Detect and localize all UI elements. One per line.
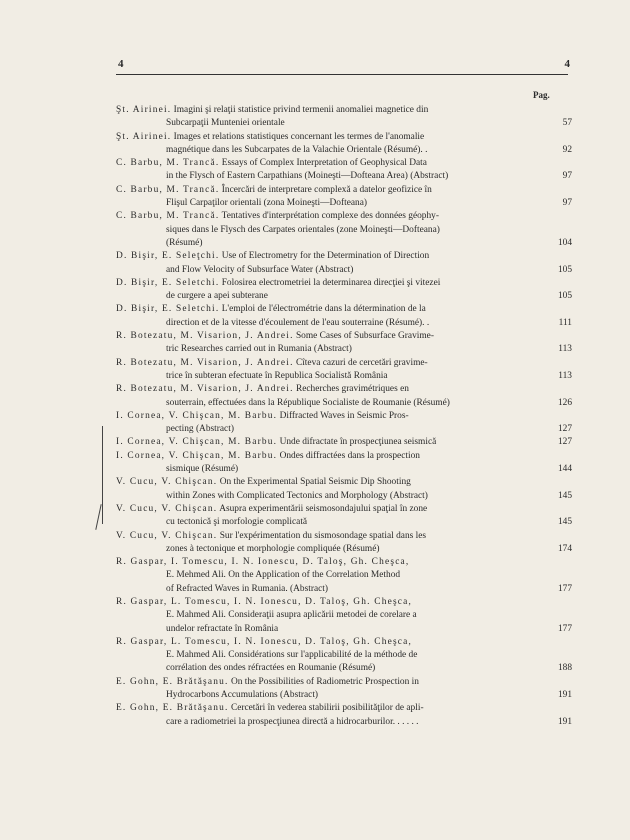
toc-entry-line [116,503,572,516]
toc-entry-line [116,157,572,170]
toc-page-number: 104 [557,237,572,248]
toc-page-number: 127 [557,437,572,448]
toc-entry-line [116,463,572,476]
toc-entry-line [116,662,572,675]
toc-page-number: 177 [557,583,572,594]
toc-entry-title: E. Mahmed Ali. Considérations sur l'applicabilité de la méthode de [166,650,418,661]
toc-entry-title: Some Cases of Subsurface Gravime- [295,331,434,342]
toc-entry-authors: I. Cornea, V. Chişcan, M. Barbu. [116,450,278,461]
toc-entry-title: Cercetări în vederea stabilirii posibilităţilor de apli- [230,703,424,714]
toc-entry-authors: V. Cucu, V. Chişcan. [116,477,218,488]
toc-entry-line [116,264,572,277]
toc-entry-title: Imagini şi relaţii statistice privind termenii anomaliei magnetice din [173,105,429,115]
toc-entry-line [116,290,572,303]
toc-entry-authors: I. Cornea, V. Chişcan, M. Barbu. [116,410,278,421]
toc-entry-title: Flişul Carpaţilor orientali (zona Moineşti—Dofteana) [166,198,367,209]
toc-entry-title: Images et relations statistiques concernant les termes de l'anomalie [173,131,425,142]
toc-entry-authors: R. Botezatu, M. Visarion, J. Andrei. [116,357,294,368]
toc-entry-title: Folosirea electrometriei la determinarea direcţiei şi vitezei [221,277,441,288]
toc-entry [116,357,572,384]
toc-entry [116,676,572,703]
toc-entry-title: de curgere a apei subterane [166,291,268,302]
toc-entry-title: (Résumé) [166,237,203,248]
toc-entry [116,303,572,330]
toc-page-number: 105 [557,264,572,275]
toc-page-number: 97 [562,198,572,209]
toc-page-number: 127 [557,424,572,435]
toc-entry-authors: C. Barbu, M. Trancă. [116,211,220,222]
toc-entry-title: and Flow Velocity of Subsurface Water (Abstract) [166,264,354,275]
toc-entry-title: Tentatives d'interprétation complexe des données géophy- [221,211,439,222]
toc-entry-authors: V. Cucu, V. Chişcan. [116,530,218,541]
toc-entry-line [116,210,572,223]
toc-entry-title: pecting (Abstract) [166,424,234,435]
toc-page-number: 126 [557,397,572,408]
toc-entry-authors: R. Gaspar, L. Tomescu, I. N. Ionescu, D. Taloş, Gh. Cheşca, [116,596,413,607]
toc-entry-line [116,184,572,197]
toc-entry-title: cu tectonică şi morfologie complicată [166,517,308,528]
table-of-contents [116,104,572,729]
toc-entry-line [116,303,572,316]
toc-entry-line [116,530,572,543]
page-number-right: 4 [564,58,570,70]
toc-entry-title: of Refracted Waves in Rumania. (Abstract) [166,583,329,594]
toc-entry-title: tric Researches carried out in Rumania (Abstract) [166,344,352,355]
toc-page-number: 97 [562,171,572,182]
toc-page-number: 113 [558,344,572,355]
toc-page-number: 92 [562,144,572,155]
toc-entry [116,277,572,304]
toc-page-number: 105 [557,291,572,302]
toc-page-number: 111 [558,317,572,328]
toc-entry-line [116,676,572,689]
toc-entry-authors: E. Gohn, E. Brătăşanu. [116,676,229,687]
toc-entry-line [116,702,572,715]
toc-entry-authors: V. Cucu, V. Chişcan. [116,503,218,514]
toc-entry [116,157,572,184]
toc-entry-title: corrélation des ondes réfractées en Roumanie (Résumé) [166,663,376,674]
toc-entry-line [116,623,572,636]
toc-entry-line [116,250,572,263]
toc-entry-title: Diffracted Waves in Seismic Pros- [279,410,409,421]
toc-entry-line [116,317,572,330]
toc-entry-authors: Şt. Airinei. [116,131,172,142]
toc-entry [116,383,572,410]
page-number-left: 4 [118,58,124,70]
toc-entry-title: E. Mehmed Ali. On the Application of the Correlation Method [166,570,401,581]
toc-entry-line [116,543,572,556]
toc-entry-line [116,649,572,662]
toc-entry-authors: C. Barbu, M. Trancă. [116,184,220,195]
toc-entry-line [116,144,572,157]
toc-entry-authors: D. Bişir, E. Seleţchi. [116,251,220,262]
toc-entry-line [116,197,572,210]
toc-entry-authors: R. Botezatu, M. Visarion, J. Andrei. [116,384,294,395]
toc-page-number: 144 [557,464,572,475]
toc-entry-title: Cîteva cazuri de cercetări gravime- [295,357,428,368]
toc-entry-authors: R. Botezatu, M. Visarion, J. Andrei. [116,331,294,342]
header-rule [116,74,568,75]
toc-entry-title: Recherches gravimétriques en [295,384,409,395]
toc-entry-authors: R. Gaspar, I. Tomescu, I. N. Ionescu, D. Taloş, Gh. Cheşca, [116,557,410,568]
toc-entry-authors: D. Bişir, E. Seletchi. [116,277,220,288]
toc-entry-line [116,516,572,529]
toc-entry-title: within Zones with Complicated Tectonics and Morphology (Abstract) [166,490,428,501]
toc-entry-line [116,370,572,383]
toc-entry [116,250,572,277]
toc-entry-title: zones à tectonique et morphologie compliquée (Résumé) [166,543,380,554]
toc-entry-title: On the Possibilities of Radiometric Prospection in [230,676,419,687]
toc-entry-title: in the Flysch of Eastern Carpathians (Moineşti—Dofteana Area) (Abstract) [166,171,449,182]
toc-entry-title: care a radiometriei la prospecţiunea directă a hidrocarburilor. . . . . . [166,716,419,727]
toc-entry-line [116,397,572,410]
toc-entry-title: direction et de la vitesse d'écoulement de l'eau souterraine (Résumé). . [166,317,430,328]
toc-page-number: 113 [558,370,572,381]
toc-page-number: 145 [557,517,572,528]
toc-entry-line [116,450,572,463]
toc-entry-authors: Şt. Airinei. [116,105,172,115]
toc-entry [116,702,572,729]
toc-entry-title: On the Experimental Spatial Seismic Dip Shooting [219,477,411,488]
toc-entry-line [116,357,572,370]
toc-entry-title: trice în subteran efectuate în Republica Socialistă România [166,370,388,381]
toc-entry-line [116,596,572,609]
toc-entry-title: Hydrocarbons Accumulations (Abstract) [166,690,319,701]
toc-page-number: 174 [557,543,572,554]
toc-entry [116,104,572,131]
toc-entry-line [116,609,572,622]
toc-page-number: 145 [557,490,572,501]
toc-entry [116,184,572,211]
toc-entry-line [116,131,572,144]
toc-entry-title: Essays of Complex Interpretation of Geophysical Data [221,158,427,169]
toc-entry-line [116,343,572,356]
toc-entry-title: Use of Electrometry for the Determination of Direction [221,251,430,262]
toc-entry-line [116,490,572,503]
toc-entry [116,596,572,636]
toc-entry-authors: C. Barbu, M. Trancă. [116,158,220,169]
toc-page-number: 191 [557,716,572,727]
toc-entry-line [116,330,572,343]
toc-entry-authors: I. Cornea, V. Chişcan, M. Barbu. [116,437,278,448]
toc-entry-line [116,436,572,449]
toc-entry-authors: R. Gaspar, L. Tomescu, I. N. Ionescu, D. Taloş, Gh. Cheşca, [116,636,413,647]
toc-entry-title: Unde difractate în prospecţiunea seismică [279,437,437,448]
toc-entry-line [116,383,572,396]
toc-entry-line [116,104,572,117]
toc-entry-title: siques dans le Flysch des Carpates orientales (zone Moineşti—Dofteana) [166,224,440,235]
toc-entry-line [116,689,572,702]
toc-entry-title: magnétique dans les Subcarpates de la Valachie Orientale (Résumé). . [166,144,428,155]
toc-entry-title: Asupra experimentării seismosondajului spaţial în zone [219,503,428,514]
toc-entry [116,636,572,676]
margin-pencil-mark [95,504,101,530]
toc-entry-line [116,237,572,250]
toc-entry [116,556,572,596]
toc-entry-title: Subcarpaţii Munteniei orientale [166,118,285,129]
toc-entry [116,450,572,477]
toc-entry [116,330,572,357]
toc-entry-line [116,569,572,582]
toc-entry-title: undelor refractate în România [166,623,279,634]
toc-entry-line [116,423,572,436]
toc-page-number: 191 [557,690,572,701]
toc-entry-line [116,117,572,130]
toc-entry [116,131,572,158]
toc-entry-title: Sur l'expérimentation du sismosondage spatial dans les [219,530,427,541]
toc-entry-title: sismique (Résumé) [166,464,239,475]
toc-entry-title: E. Mahmed Ali. Consideraţii asupra aplicării metodei de corelare a [166,610,417,621]
toc-entry [116,530,572,557]
toc-entry-line [116,556,572,569]
toc-entry [116,503,572,530]
toc-entry [116,210,572,250]
toc-page-number: 177 [557,623,572,634]
toc-entry-title: Încercări de interpretare complexă a datelor geofizice în [221,184,432,195]
toc-entry [116,476,572,503]
toc-entry-title: Ondes diffractées dans la prospection [279,450,420,461]
toc-entry-title: souterrain, effectuées dans la République Socialiste de Roumanie (Résumé) [166,397,450,408]
toc-entry-title: L'emploi de l'électrométrie dans la détermination de la [221,304,426,315]
toc-entry-line [116,224,572,237]
toc-entry-authors: D. Bişir, E. Seletchi. [116,304,220,315]
toc-entry-line [116,583,572,596]
toc-page-number: 57 [562,118,572,129]
pag-column-label: Pag. [533,90,550,100]
toc-entry-line [116,636,572,649]
toc-page-number: 188 [557,663,572,674]
toc-entry-line [116,410,572,423]
margin-pencil-mark [102,426,103,524]
toc-entry-line [116,277,572,290]
toc-entry-line [116,170,572,183]
toc-entry-line [116,716,572,729]
toc-entry-line [116,476,572,489]
toc-entry-authors: E. Gohn, E. Brătăşanu. [116,703,229,714]
toc-entry [116,436,572,449]
toc-entry [116,410,572,437]
